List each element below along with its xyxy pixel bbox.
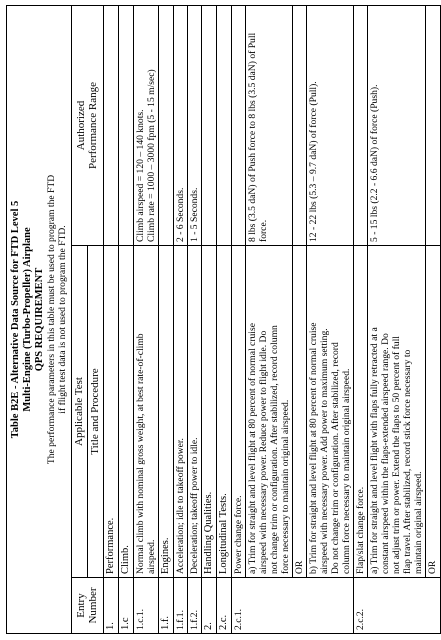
procedure-heading: Power change force. bbox=[231, 246, 245, 578]
section-title: Handling Qualities. bbox=[201, 246, 216, 578]
section-title: Climb. bbox=[118, 246, 133, 578]
table-caption bbox=[7, 5, 72, 633]
procedure-cell bbox=[307, 246, 354, 578]
range-cell bbox=[103, 5, 118, 245]
procedure-line: airspeed with necessary power. Reduce power to flight idle. Do bbox=[258, 330, 270, 574]
section-title: Longitudinal Tests. bbox=[216, 246, 231, 578]
range-line: Climb airspeed = 120 – 140 knots. bbox=[134, 109, 146, 242]
entry-number: 1. bbox=[103, 578, 118, 634]
procedure-line: column force necessary to maintain original airspeed. bbox=[341, 368, 353, 574]
range-cell bbox=[201, 5, 216, 245]
range-cell: 5 - 15 lbs (2.2 - 6.6 daN) of force (Push). bbox=[368, 5, 426, 245]
procedure-line: b) Trim for straight and level flight at 80 percent of normal cruise bbox=[308, 322, 320, 574]
table-row bbox=[231, 5, 245, 633]
table-row bbox=[307, 5, 354, 633]
procedure-line: flap travel. After stabilized, record stick force necessary to bbox=[402, 349, 414, 574]
applicable-test-header: Applicable Test bbox=[72, 246, 88, 578]
authorized-header-line2: Performance Range bbox=[87, 81, 100, 170]
entry-number: 1.f.1. bbox=[173, 578, 187, 634]
entry-number: 2.c.2. bbox=[354, 578, 440, 634]
table-row bbox=[293, 5, 307, 633]
range-cell bbox=[216, 5, 231, 245]
procedure-cell bbox=[368, 246, 426, 578]
procedure-line: Normal climb with nominal gross weight, at best rate-of-climb bbox=[134, 333, 146, 574]
procedure-cell: Acceleration; idle to takeoff power. bbox=[173, 246, 187, 578]
table-row bbox=[426, 5, 440, 633]
range-cell bbox=[118, 5, 133, 245]
procedure-heading: Flap/slat change force. bbox=[354, 246, 368, 578]
table-row bbox=[118, 5, 133, 633]
table-row bbox=[103, 5, 118, 633]
header-row-1 bbox=[72, 5, 88, 633]
range-cell: 8 lbs (3.5 daN) of Push force to 8 lbs (3.5 daN) of Pull force. bbox=[246, 5, 293, 245]
procedure-line: airspeed. bbox=[145, 539, 157, 574]
range-cell bbox=[133, 5, 158, 245]
caption-description-2: if flight test data is not used to program the FTD. bbox=[57, 225, 69, 414]
procedure-line: airspeed with necessary power. Add power to maximum setting. bbox=[319, 328, 331, 574]
table-row bbox=[216, 5, 231, 633]
entry-number: 2. bbox=[201, 578, 216, 634]
range-cell: 2 - 6 Seconds. bbox=[173, 5, 187, 245]
table-row bbox=[201, 5, 216, 633]
table-row bbox=[158, 5, 173, 633]
or-separator: OR bbox=[426, 246, 440, 578]
entry-number: 1.c.1. bbox=[133, 578, 158, 634]
range-cell bbox=[426, 5, 440, 245]
table-row bbox=[246, 5, 293, 633]
table-row bbox=[368, 5, 426, 633]
table-title: Table B2E - Alternative Data Source for FTD Level 5 bbox=[10, 200, 21, 439]
authorized-range-header bbox=[72, 5, 103, 245]
range-line: Climb rate = 1000 – 3000 fpm (5 - 15 m/sec) bbox=[145, 69, 157, 242]
procedure-line: not adjust trim or power. Extend the flaps to 50 percent of full bbox=[391, 336, 403, 574]
table-row bbox=[354, 5, 368, 633]
range-cell bbox=[293, 5, 307, 245]
procedure-line: a) Trim for straight and level flight at 80 percent of normal cruise bbox=[247, 323, 258, 574]
procedure-line: not change trim or configuration. After stabilized, record column bbox=[269, 325, 281, 574]
caption-description-1: The performance parameters in this table must be used to program the FTD bbox=[46, 174, 58, 465]
procedure-line: force necessary to maintain original airspeed. bbox=[280, 399, 292, 574]
procedure-line: a) Trim for straight and level flight with flaps fully retracted at a bbox=[369, 327, 381, 574]
entry-number: 1.f.2. bbox=[187, 578, 201, 634]
entry-number: 1.c bbox=[118, 578, 133, 634]
range-cell bbox=[158, 5, 173, 245]
range-cell: 12 - 22 lbs (5.3 – 9.7 daN) of force (Pull). bbox=[307, 5, 354, 245]
entry-number: 1.f. bbox=[158, 578, 173, 634]
section-title: Engines. bbox=[158, 246, 173, 578]
data-source-table bbox=[6, 5, 441, 634]
title-procedure-header: Title and Procedure bbox=[87, 246, 103, 578]
range-cell: 1 - 5 Seconds. bbox=[187, 5, 201, 245]
table-row bbox=[173, 5, 187, 633]
entry-header-line2: Number bbox=[87, 587, 100, 624]
procedure-line: Do not change trim or configuration. After stabilized, record bbox=[330, 342, 342, 574]
range-cell bbox=[231, 5, 245, 245]
table-row bbox=[133, 5, 158, 633]
procedure-line: maintain original airspeed. bbox=[413, 471, 425, 574]
entry-number: 2.c. bbox=[216, 578, 231, 634]
or-separator: OR bbox=[293, 246, 307, 578]
table-subtitle: Multi-Engine (Turbo-Propeller) Airplane bbox=[22, 227, 34, 412]
entry-header-line1: Entry bbox=[74, 593, 87, 618]
procedure-cell: Deceleration; takeoff power to idle. bbox=[187, 246, 201, 578]
section-title: Performance. bbox=[103, 246, 118, 578]
entry-number-header bbox=[72, 578, 103, 634]
authorized-header-line1: Authorized bbox=[74, 100, 87, 151]
procedure-line: constant airspeed within the flaps-extended airspeed range. Do bbox=[380, 333, 392, 574]
range-cell bbox=[354, 5, 368, 245]
procedure-cell bbox=[246, 246, 293, 578]
qps-requirement: QPS REQUIREMENT bbox=[34, 267, 46, 372]
entry-number: 2.c.1. bbox=[231, 578, 353, 634]
procedure-cell bbox=[133, 246, 158, 578]
caption-row bbox=[7, 5, 72, 633]
table-row bbox=[187, 5, 201, 633]
